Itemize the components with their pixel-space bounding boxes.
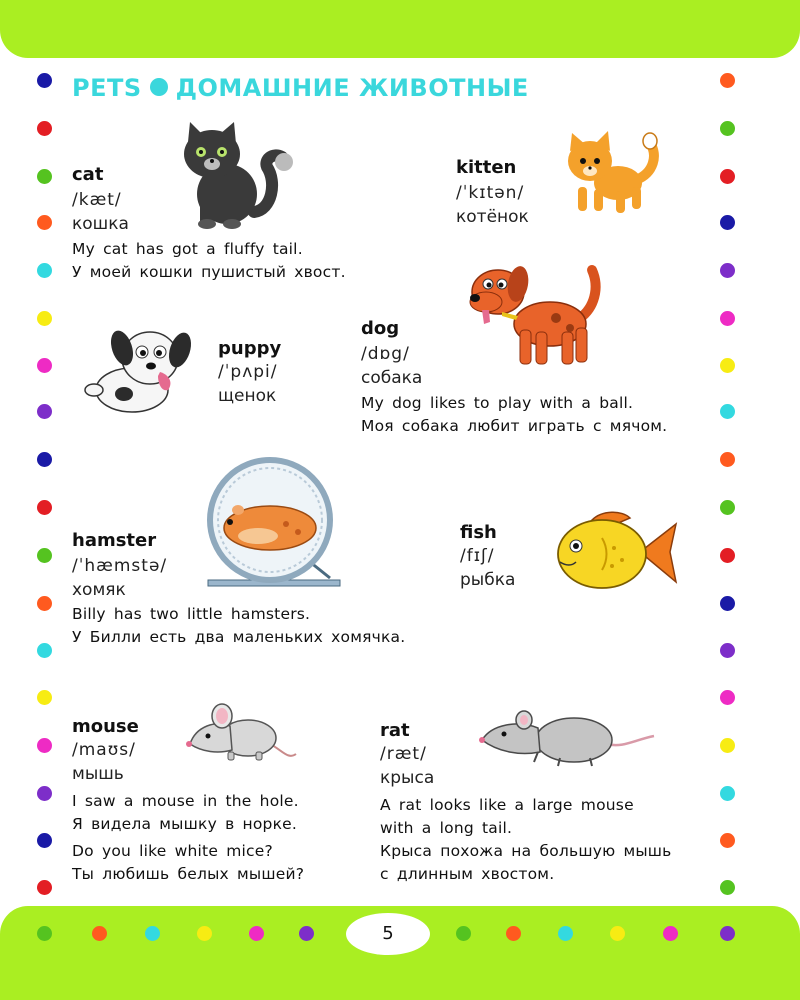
entry-word: rat <box>380 720 410 741</box>
entry-transcription: /ˈkɪtən/ <box>456 183 525 203</box>
entry-transcription: /maʊs/ <box>72 740 136 760</box>
dog-illustration <box>462 258 612 370</box>
decor-dot <box>720 404 735 419</box>
entry-word: fish <box>460 522 497 543</box>
decor-dot <box>37 169 52 184</box>
top-green-band <box>0 0 800 58</box>
kitten-illustration <box>558 125 668 220</box>
entry-translation: кошка <box>72 214 129 234</box>
decor-dot <box>720 358 735 373</box>
entry-transcription: /ræt/ <box>380 744 427 764</box>
decor-dot <box>720 690 735 705</box>
decor-dot <box>720 880 735 895</box>
entry-word: hamster <box>72 530 157 551</box>
decor-dot <box>37 833 52 848</box>
decor-dot <box>720 121 735 136</box>
entry-translation: рыбка <box>460 570 516 590</box>
decor-dot <box>249 926 264 941</box>
entry-translation: хомяк <box>72 580 126 600</box>
hamster-wheel-illustration <box>190 452 350 587</box>
decor-dot <box>37 880 52 895</box>
entry-transcription: /dɒg/ <box>361 344 410 364</box>
rat-illustration <box>478 700 656 772</box>
decor-dot <box>506 926 521 941</box>
entry-transcription: /ˈhæmstə/ <box>72 556 168 576</box>
decor-dot <box>37 690 52 705</box>
example-sentence-en: Billy has two little hamsters. <box>72 605 311 623</box>
example-sentence-ru-1: Крыса похожа на большую мышь <box>380 842 672 860</box>
decor-dot <box>37 73 52 88</box>
example-sentence-ru: У Билли есть два маленьких хомячка. <box>72 628 406 646</box>
decor-dot <box>720 169 735 184</box>
decor-dot <box>720 215 735 230</box>
title-en: PETS <box>72 74 142 102</box>
example-sentence2-en: Do you like white mice? <box>72 842 273 860</box>
fish-illustration <box>552 508 682 596</box>
decor-dot <box>37 926 52 941</box>
entry-word: cat <box>72 164 104 185</box>
decor-dot <box>720 263 735 278</box>
decor-dot <box>145 926 160 941</box>
example-sentence-en: My dog likes to play with a ball. <box>361 394 634 412</box>
entry-translation: собака <box>361 368 423 388</box>
example-sentence-en: My cat has got a fluffy tail. <box>72 240 303 258</box>
decor-dot <box>92 926 107 941</box>
decor-dot <box>37 786 52 801</box>
example-sentence-ru: Я видела мышку в норке. <box>72 815 298 833</box>
example-sentence-ru-2: с длинным хвостом. <box>380 865 555 883</box>
decor-dot <box>37 643 52 658</box>
entry-transcription: /kæt/ <box>72 190 122 210</box>
decor-dot <box>720 548 735 563</box>
decor-dot <box>37 548 52 563</box>
decor-dot <box>37 215 52 230</box>
entry-word: dog <box>361 318 400 339</box>
page-number: 5 <box>382 923 394 944</box>
decor-dot <box>720 738 735 753</box>
decor-dot <box>720 786 735 801</box>
entry-word: puppy <box>218 338 282 359</box>
example-sentence-en: I saw a mouse in the hole. <box>72 792 299 810</box>
decor-dot <box>37 738 52 753</box>
decor-dot <box>197 926 212 941</box>
cat-illustration <box>172 122 298 230</box>
decor-dot <box>37 311 52 326</box>
decor-dot <box>720 452 735 467</box>
decor-dot <box>720 643 735 658</box>
decor-dot <box>37 500 52 515</box>
example-sentence-en-1: A rat looks like a large mouse <box>380 796 634 814</box>
entry-transcription: /fɪʃ/ <box>460 546 495 566</box>
example-sentence2-ru: Ты любишь белых мышей? <box>72 865 305 883</box>
decor-dot <box>37 452 52 467</box>
decor-dot <box>720 311 735 326</box>
example-sentence-ru: Моя собака любит играть с мячом. <box>361 417 668 435</box>
decor-dot <box>720 500 735 515</box>
decor-dot <box>37 358 52 373</box>
decor-dot <box>37 263 52 278</box>
entry-translation: мышь <box>72 764 124 784</box>
mouse-illustration <box>182 700 298 766</box>
title-separator-dot <box>150 78 168 96</box>
entry-translation: крыса <box>380 768 435 788</box>
decor-dot <box>456 926 471 941</box>
decor-dot <box>610 926 625 941</box>
entry-word: mouse <box>72 716 139 737</box>
example-sentence-en-2: with a long tail. <box>380 819 513 837</box>
decor-dot <box>299 926 314 941</box>
decor-dot <box>558 926 573 941</box>
page-title <box>72 74 529 102</box>
entry-word: kitten <box>456 157 517 178</box>
decor-dot <box>720 833 735 848</box>
decor-dot <box>663 926 678 941</box>
decor-dot <box>37 404 52 419</box>
example-sentence-ru: У моей кошки пушистый хвост. <box>72 263 346 281</box>
decor-dot <box>720 73 735 88</box>
title-ru: ДОМАШНИЕ ЖИВОТНЫЕ <box>175 74 529 102</box>
decor-dot <box>720 926 735 941</box>
decor-dot <box>37 596 52 611</box>
puppy-illustration <box>82 320 202 416</box>
entry-translation: котёнок <box>456 207 529 227</box>
entry-transcription: /ˈpʌpi/ <box>218 362 278 382</box>
decor-dot <box>720 596 735 611</box>
decor-dot <box>37 121 52 136</box>
entry-translation: щенок <box>218 386 277 406</box>
